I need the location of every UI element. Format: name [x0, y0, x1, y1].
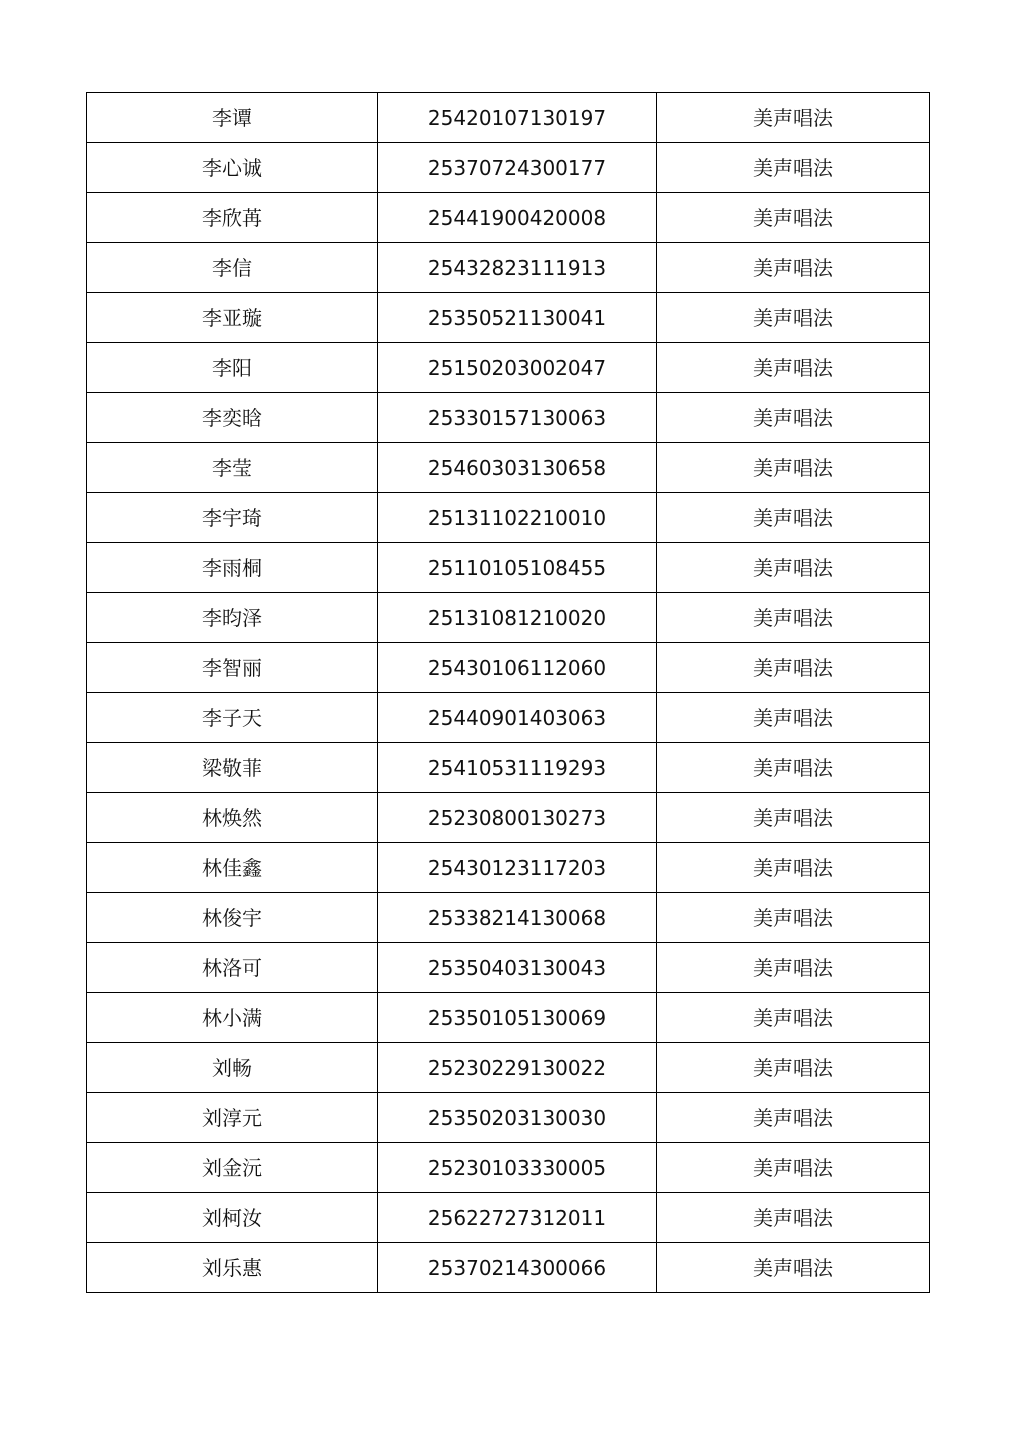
major-cell: 美声唱法	[657, 1243, 930, 1293]
table-row	[87, 1143, 930, 1193]
name-cell: 李莹	[87, 443, 378, 493]
table-row	[87, 693, 930, 743]
id-cell: 25338214130068	[378, 893, 657, 943]
id-cell: 25350521130041	[378, 293, 657, 343]
name-cell: 李心诚	[87, 143, 378, 193]
table-row	[87, 293, 930, 343]
id-cell: 25230800130273	[378, 793, 657, 843]
name-cell: 林洛可	[87, 943, 378, 993]
major-cell: 美声唱法	[657, 643, 930, 693]
major-cell: 美声唱法	[657, 893, 930, 943]
major-cell: 美声唱法	[657, 1093, 930, 1143]
name-cell: 林佳鑫	[87, 843, 378, 893]
name-cell: 李亚璇	[87, 293, 378, 343]
table-row	[87, 593, 930, 643]
major-cell: 美声唱法	[657, 1143, 930, 1193]
name-cell: 李阳	[87, 343, 378, 393]
table-row	[87, 343, 930, 393]
id-cell: 25330157130063	[378, 393, 657, 443]
name-cell: 李谭	[87, 93, 378, 143]
id-cell: 25441900420008	[378, 193, 657, 243]
table-row	[87, 643, 930, 693]
table-row	[87, 943, 930, 993]
name-cell: 刘淳元	[87, 1093, 378, 1143]
name-cell: 李欣苒	[87, 193, 378, 243]
id-cell: 25430106112060	[378, 643, 657, 693]
major-cell: 美声唱法	[657, 743, 930, 793]
id-cell: 25440901403063	[378, 693, 657, 743]
table-row	[87, 443, 930, 493]
name-cell: 李雨桐	[87, 543, 378, 593]
table-row	[87, 93, 930, 143]
id-cell: 25410531119293	[378, 743, 657, 793]
id-cell: 25350105130069	[378, 993, 657, 1043]
table-row	[87, 793, 930, 843]
table-row	[87, 543, 930, 593]
id-cell: 25420107130197	[378, 93, 657, 143]
major-cell: 美声唱法	[657, 343, 930, 393]
major-cell: 美声唱法	[657, 1193, 930, 1243]
name-cell: 刘柯汝	[87, 1193, 378, 1243]
id-cell: 25230103330005	[378, 1143, 657, 1193]
id-cell: 25370214300066	[378, 1243, 657, 1293]
name-cell: 李宇琦	[87, 493, 378, 543]
name-cell: 刘金沅	[87, 1143, 378, 1193]
name-cell: 林焕然	[87, 793, 378, 843]
name-cell: 林小满	[87, 993, 378, 1043]
table-row	[87, 243, 930, 293]
major-cell: 美声唱法	[657, 543, 930, 593]
candidate-table	[86, 92, 930, 1293]
name-cell: 李昀泽	[87, 593, 378, 643]
table-row	[87, 1243, 930, 1293]
name-cell: 李智丽	[87, 643, 378, 693]
major-cell: 美声唱法	[657, 693, 930, 743]
major-cell: 美声唱法	[657, 443, 930, 493]
id-cell: 25150203002047	[378, 343, 657, 393]
name-cell: 刘畅	[87, 1043, 378, 1093]
table-row	[87, 493, 930, 543]
table-row	[87, 743, 930, 793]
table-row	[87, 143, 930, 193]
table-row	[87, 393, 930, 443]
table-row	[87, 843, 930, 893]
id-cell: 25350203130030	[378, 1093, 657, 1143]
name-cell: 李信	[87, 243, 378, 293]
major-cell: 美声唱法	[657, 493, 930, 543]
major-cell: 美声唱法	[657, 243, 930, 293]
major-cell: 美声唱法	[657, 193, 930, 243]
name-cell: 李奕晗	[87, 393, 378, 443]
id-cell: 25430123117203	[378, 843, 657, 893]
major-cell: 美声唱法	[657, 793, 930, 843]
table-row	[87, 993, 930, 1043]
name-cell: 梁敬菲	[87, 743, 378, 793]
table-row	[87, 1093, 930, 1143]
major-cell: 美声唱法	[657, 143, 930, 193]
major-cell: 美声唱法	[657, 993, 930, 1043]
major-cell: 美声唱法	[657, 1043, 930, 1093]
table-row	[87, 193, 930, 243]
id-cell: 25460303130658	[378, 443, 657, 493]
id-cell: 25370724300177	[378, 143, 657, 193]
id-cell: 25230229130022	[378, 1043, 657, 1093]
name-cell: 林俊宇	[87, 893, 378, 943]
major-cell: 美声唱法	[657, 93, 930, 143]
major-cell: 美声唱法	[657, 593, 930, 643]
name-cell: 李子天	[87, 693, 378, 743]
id-cell: 25622727312011	[378, 1193, 657, 1243]
table-row	[87, 893, 930, 943]
id-cell: 25131081210020	[378, 593, 657, 643]
major-cell: 美声唱法	[657, 943, 930, 993]
table-row	[87, 1193, 930, 1243]
id-cell: 25350403130043	[378, 943, 657, 993]
table-row	[87, 1043, 930, 1093]
name-cell: 刘乐惠	[87, 1243, 378, 1293]
major-cell: 美声唱法	[657, 843, 930, 893]
id-cell: 25432823111913	[378, 243, 657, 293]
id-cell: 25131102210010	[378, 493, 657, 543]
major-cell: 美声唱法	[657, 393, 930, 443]
id-cell: 25110105108455	[378, 543, 657, 593]
major-cell: 美声唱法	[657, 293, 930, 343]
